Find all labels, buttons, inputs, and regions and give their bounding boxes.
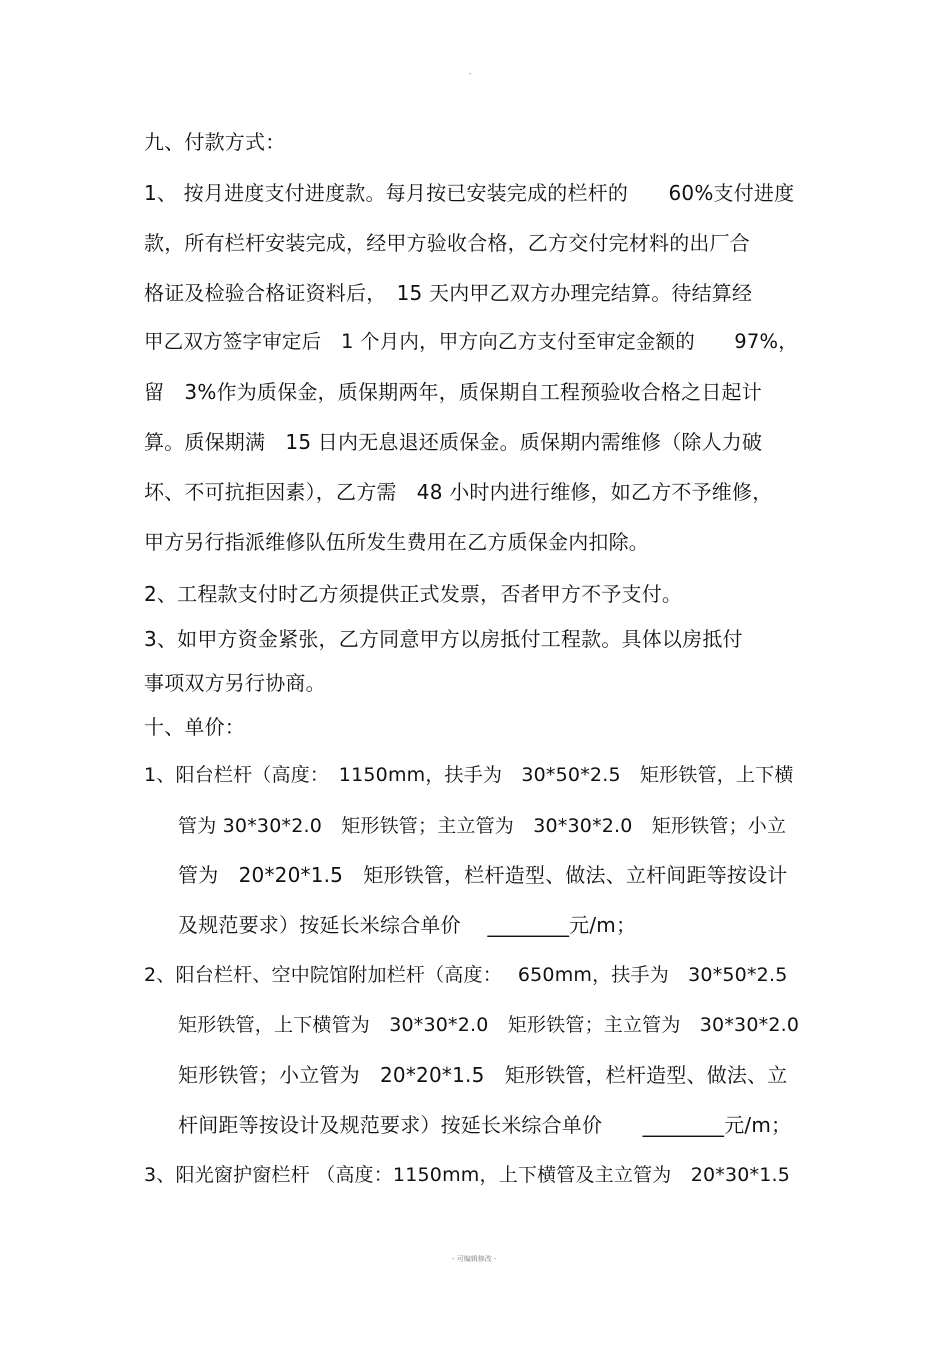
paragraph-line: 款，所有栏杆安装完成，经甲方验收合格，乙方交付完材料的出厂合 <box>144 231 750 255</box>
paragraph-line: 矩形铁管，上下横管为 30*30*2.0 矩形铁管；主立管为 30*30*2.0 <box>178 1014 800 1036</box>
paragraph-line: 2、工程款支付时乙方须提供正式发票，否者甲方不予支付。 <box>144 582 683 606</box>
section-heading-unit-price: 十、单价： <box>144 715 245 739</box>
paragraph-line: 及规范要求）按延长米综合单价 ________元/m； <box>178 913 637 937</box>
header-mark: - <box>469 70 472 78</box>
paragraph-line: 1、阳台栏杆（高度： 1150mm，扶手为 30*50*2.5 矩形铁管，上下横 <box>144 764 794 786</box>
paragraph-line: 甲乙双方签字审定后 1 个月内，甲方向乙方支付至审定金额的 97%， <box>144 330 798 353</box>
paragraph-line: 3、阳光窗护窗栏杆 （高度：1150mm，上下横管及主立管为 20*30*1.5 <box>144 1164 791 1186</box>
footer-text: - 可编辑修改 - <box>452 1255 497 1263</box>
paragraph-line: 管为 30*30*2.0 矩形铁管；主立管为 30*30*2.0 矩形铁管；小立 <box>178 815 787 837</box>
paragraph-line: 1、 按月进度支付进度款。每月按已安装完成的栏杆的 60%支付进度 <box>144 181 795 205</box>
paragraph-line: 坏、不可抗拒因素），乙方需 48 小时内进行维修，如乙方不予维修， <box>144 480 773 504</box>
paragraph-line: 留 3%作为质保金，质保期两年，质保期自工程预验收合格之日起计 <box>144 380 762 404</box>
paragraph-line: 甲方另行指派维修队伍所发生费用在乙方质保金内扣除。 <box>144 530 649 554</box>
paragraph-line: 算。质保期满 15 日内无息退还质保金。质保期内需维修（除人力破 <box>144 430 763 454</box>
paragraph-line: 事项双方另行协商。 <box>144 671 326 695</box>
paragraph-line: 3、如甲方资金紧张，乙方同意甲方以房抵付工程款。具体以房抵付 <box>144 627 743 651</box>
paragraph-line: 杆间距等按设计及规范要求）按延长米综合单价 ________元/m； <box>178 1113 792 1137</box>
paragraph-line: 矩形铁管；小立管为 20*20*1.5 矩形铁管，栏杆造型、做法、立 <box>178 1063 788 1087</box>
paragraph-line: 格证及检验合格证资料后， 15 天内甲乙双方办理完结算。待结算经 <box>144 281 753 305</box>
paragraph-line: 2、阳台栏杆、空中院馆附加栏杆（高度： 650mm，扶手为 30*50*2.5 <box>144 964 788 986</box>
section-heading-payment: 九、付款方式： <box>144 130 286 154</box>
paragraph-line: 管为 20*20*1.5 矩形铁管，栏杆造型、做法、立杆间距等按设计 <box>178 863 788 887</box>
